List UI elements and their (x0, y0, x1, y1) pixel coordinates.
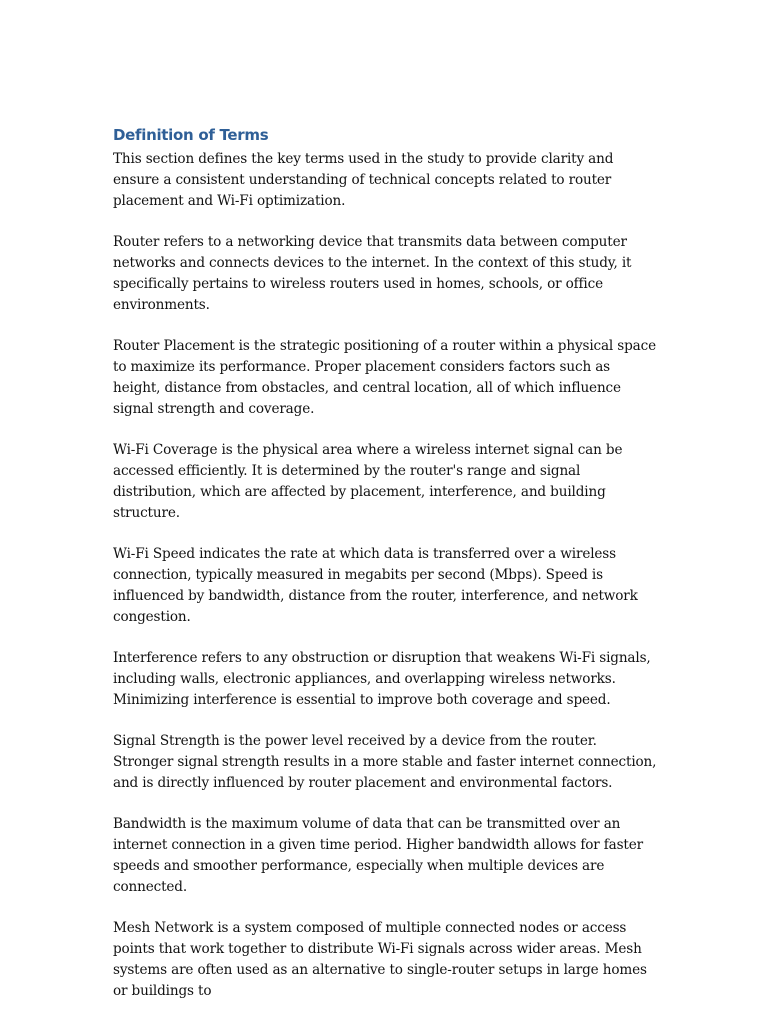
paragraph-wifi-speed: Wi-Fi Speed indicates the rate at which data is transferred over a wireless connection, typically measured in megabits per second (Mbps). Speed is influenced by bandwidth, distance from the router, interference, and network congestion. (113, 546, 638, 625)
paragraph-mesh-network: Mesh Network is a system composed of multiple connected nodes or access points that work together to distribute Wi-Fi signals across wider areas. Mesh systems are often used as an alternative to single-router setups in large homes or buildings to (113, 920, 647, 999)
section-heading: Definition of Terms (113, 126, 269, 144)
paragraph-intro: This section defines the key terms used in the study to provide clarity and ensure a consistent understanding of technical concepts related to router placement and Wi-Fi optimization. (113, 151, 614, 209)
paragraph-router: Router refers to a networking device that transmits data between computer networks and connects devices to the internet. In the context of this study, it specifically pertains to wireless routers used in homes, schools, or office environments. (113, 234, 632, 313)
paragraph-signal-strength: Signal Strength is the power level received by a device from the router. Stronger signal strength results in a more stable and faster internet connection, and is directly influenced by router placement and environmental factors. (113, 733, 657, 791)
paragraph-router-placement: Router Placement is the strategic positioning of a router within a physical space to maximize its performance. Proper placement considers factors such as height, distance from obstacles, and central location, all of which influence signal strength and coverage. (113, 338, 656, 417)
document-page (113, 124, 658, 1022)
paragraph-interference: Interference refers to any obstruction or disruption that weakens Wi-Fi signals, including walls, electronic appliances, and overlapping wireless networks. Minimizing interference is essential to improve both coverage and speed. (113, 650, 651, 708)
paragraph-bandwidth: Bandwidth is the maximum volume of data that can be transmitted over an internet connection in a given time period. Higher bandwidth allows for faster speeds and smoother performance, especially when multiple devices are connected. (113, 816, 643, 895)
paragraph-wifi-coverage: Wi-Fi Coverage is the physical area where a wireless internet signal can be accessed efficiently. It is determined by the router's range and signal distribution, which are affected by placement, interference, and building structure. (113, 442, 623, 521)
